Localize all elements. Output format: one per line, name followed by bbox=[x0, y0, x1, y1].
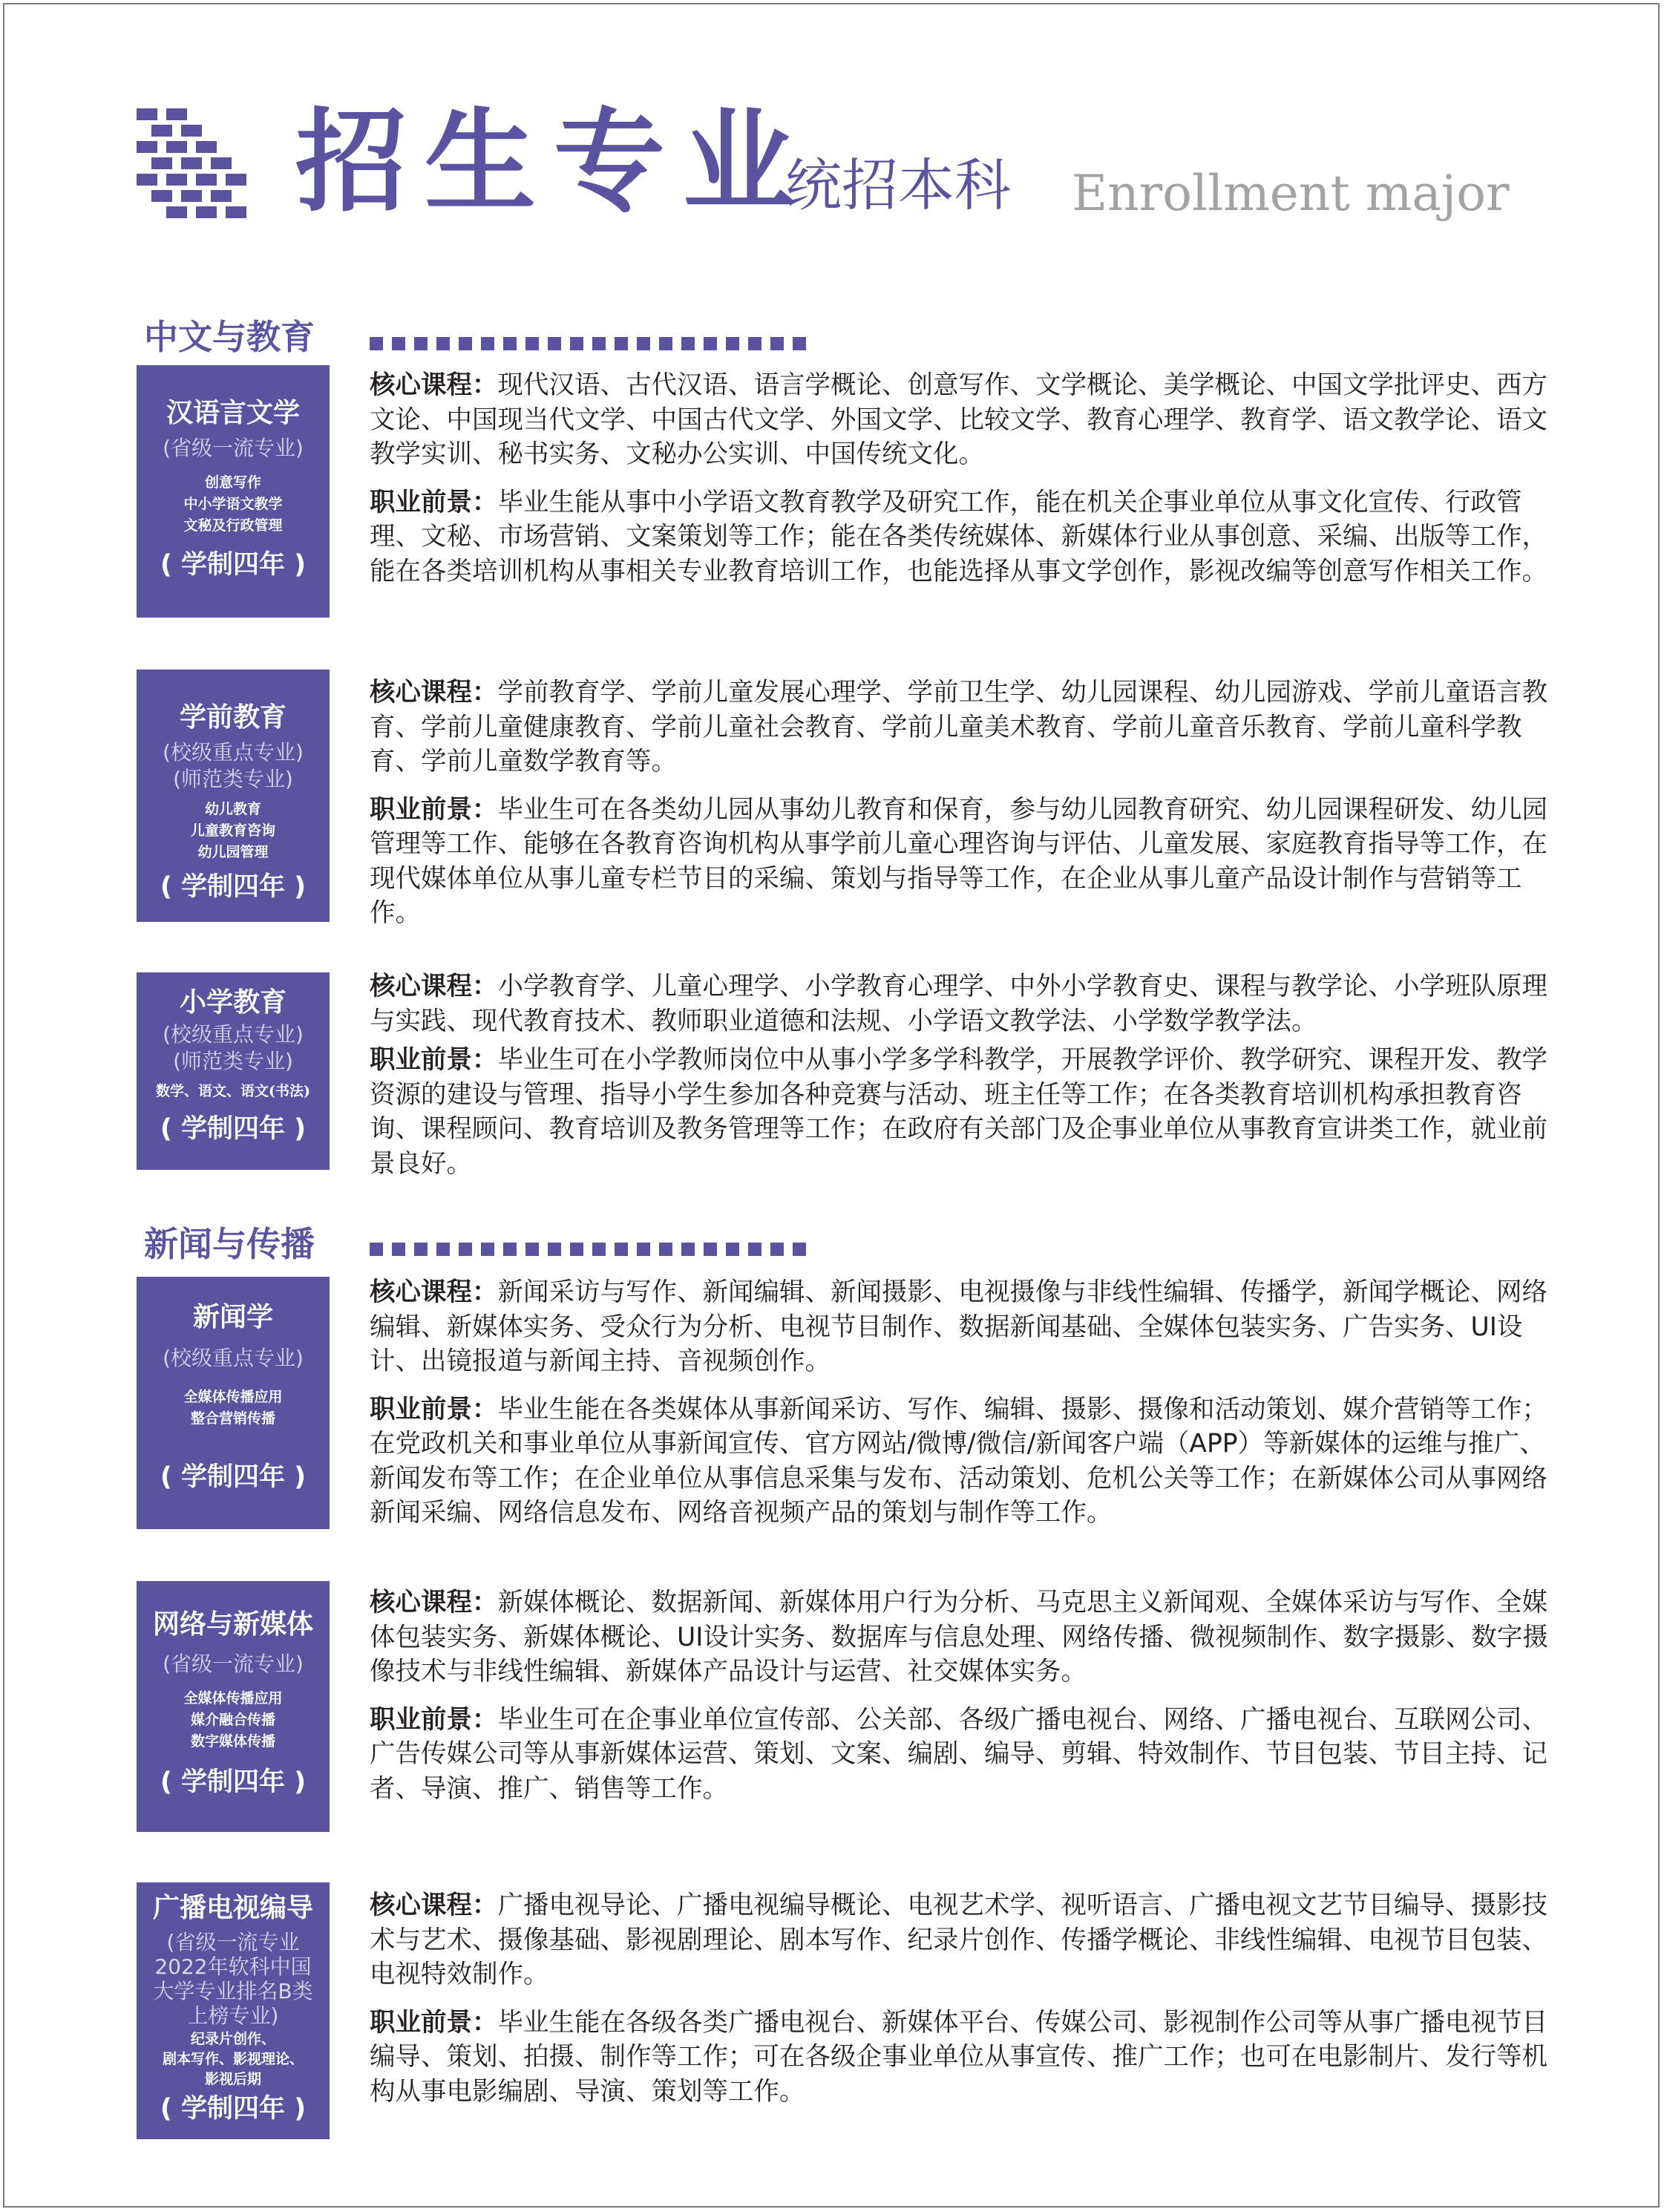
major-duration: ( 学制四年 ) bbox=[160, 550, 307, 580]
major-duration: ( 学制四年 ) bbox=[160, 1114, 307, 1144]
major-level: (省级一流专业) bbox=[163, 436, 304, 460]
category-title: 新闻与传播 bbox=[144, 1224, 315, 1264]
major-level: (校级重点专业) bbox=[163, 1346, 304, 1370]
major-directions: 数学、语文、语文(书法) bbox=[156, 1083, 310, 1099]
major-name: 新闻学 bbox=[192, 1302, 273, 1332]
major-details bbox=[370, 1586, 1550, 1806]
core-courses: 核心课程：小学教育学、儿童心理学、小学教育心理学、中外小学教育史、课程与教学论、小学班队原理与实践、现代教育技术、教师职业道德和法规、小学语文教学法、小学数学教学法。 bbox=[370, 972, 1547, 1036]
career-prospects: 职业前景：毕业生能从事中小学语文教育教学及研究工作，能在机关企事业单位从事文化宣传、行政管理、文秘、市场营销、文案策划等工作；能在各类传统媒体、新媒体行业从事创意、采编、出版等工作，能在各类培训机构从事相关专业教育培训工作，也能选择从事文学创作，影视改编等创意写作相关工作。 bbox=[370, 487, 1547, 586]
core-courses: 核心课程：现代汉语、古代汉语、语言学概论、创意写作、文学概论、美学概论、中国文学批评史、西方文论、中国现当代文学、中国古代文学、外国文学、比较文学、教育心理学、教育学、语文教学论、语文教学实训、秘书实务、文秘办公实训、中国传统文化。 bbox=[370, 370, 1547, 469]
major-details bbox=[370, 969, 1550, 1181]
major-duration: ( 学制四年 ) bbox=[160, 872, 307, 902]
category-title: 中文与教育 bbox=[144, 317, 315, 357]
major-level: (师范类专业) bbox=[173, 1049, 293, 1073]
major-duration: ( 学制四年 ) bbox=[160, 2094, 307, 2124]
page-english-title: Enrollment major bbox=[1072, 165, 1510, 222]
page-subtitle: 统招本科 bbox=[785, 152, 1011, 218]
page bbox=[3, 3, 1660, 2208]
core-courses: 核心课程：学前教育学、学前儿童发展心理学、学前卫生学、幼儿园课程、幼儿园游戏、学前儿童语言教育、学前儿童健康教育、学前儿童社会教育、学前儿童美术教育、学前儿童音乐教育、学前儿童科学教育、学前儿童数学教育等。 bbox=[370, 678, 1547, 776]
major-name: 汉语言文学 bbox=[166, 398, 300, 428]
core-courses: 核心课程：广播电视导论、广播电视编导概论、电视艺术学、视听语言、广播电视文艺节目编导、摄影技术与艺术、摄像基础、影视剧理论、剧本写作、纪录片创作、传播学概论、非线性编辑、电视节目包装、电视特效制作。 bbox=[370, 1891, 1547, 1989]
major-directions: 纪录片创作、 剧本写作、影视理论、 影视后期 bbox=[162, 2031, 304, 2087]
major-card bbox=[137, 972, 330, 1170]
core-courses: 核心课程：新媒体概论、数据新闻、新媒体用户行为分析、马克思主义新闻观、全媒体采访与写作、全媒体包装实务、新媒体概论、UI设计实务、数据库与信息处理、网络传播、微视频制作、数字摄影、数字摄像技术与非线性编辑、新媒体产品设计与运营、社交媒体实务。 bbox=[370, 1588, 1548, 1686]
major-level: (师范类专业) bbox=[173, 767, 293, 791]
core-courses: 核心课程：新闻采访与写作、新闻编辑、新闻摄影、电视摄像与非线性编辑、传播学，新闻学概论、网络编辑、新媒体实务、受众行为分析、电视节目制作、数据新闻基础、全媒体包装实务、广告实务、UI设计、出镜报道与新闻主持、音视频创作。 bbox=[370, 1277, 1547, 1376]
major-card bbox=[137, 670, 330, 922]
dotted-divider bbox=[370, 1243, 808, 1256]
career-prospects: 职业前景：毕业生可在小学教师岗位中从事小学多学科教学，开展教学评价、教学研究、课程开发、教学资源的建设与管理、指导小学生参加各种竞赛与活动、班主任等工作；在各类教育培训机构承担教育咨询、课程顾问、教育培训及教务管理等工作；在政府有关部门及企事业单位从事教育宣讲类工作，就业前景良好。 bbox=[370, 1045, 1547, 1179]
career-prospects: 职业前景：毕业生可在企事业单位宣传部、公关部、各级广播电视台、网络、广播电视台、互联网公司、广告传媒公司等从事新媒体运营、策划、文案、编剧、编导、剪辑、特效制作、节目包装、节目主持、记者、导演、推广、销售等工作。 bbox=[370, 1704, 1547, 1804]
major-card bbox=[137, 1277, 330, 1529]
stripe-logo-icon bbox=[137, 108, 248, 220]
major-level: 上榜专业) bbox=[187, 2003, 279, 2028]
major-card bbox=[137, 365, 330, 618]
major-details bbox=[370, 368, 1550, 589]
dotted-divider bbox=[370, 337, 808, 350]
career-prospects: 职业前景：毕业生能在各级各类广播电视台、新媒体平台、传媒公司、影视制作公司等从事广播电视节目编导、策划、拍摄、制作等工作；可在各级企事业单位从事宣传、推广工作；也可在电影制片、发行等机构从事电影编剧、导演、策划等工作。 bbox=[370, 2007, 1547, 2107]
major-name: 网络与新媒体 bbox=[152, 1609, 313, 1640]
major-directions: 全媒体传播应用 媒介融合传播 数字媒体传播 bbox=[183, 1690, 283, 1750]
major-details bbox=[370, 1275, 1550, 1531]
page-title: 招生专业 bbox=[295, 98, 813, 227]
major-directions: 创意写作 中小学语文教学 文秘及行政管理 bbox=[183, 474, 283, 534]
major-level: (校级重点专业) bbox=[163, 740, 304, 765]
major-details bbox=[370, 675, 1550, 931]
career-prospects: 职业前景：毕业生能在各类媒体从事新闻采访、写作、编辑、摄影、摄像和活动策划、媒介营销等工作；在党政机关和事业单位从事新闻宣传、官方网站/微博/微信/新闻客户端（APP）等新媒体的运维与推广、新闻发布等工作；在企业单位从事信息采集与发布、活动策划、危机公关等工作；在新媒体公司从事网络新闻采编、网络信息发布、网络音视频产品的策划与制作等工作。 bbox=[370, 1394, 1547, 1528]
major-level: 大学专业排名B类 bbox=[153, 1979, 313, 2003]
major-name: 学前教育 bbox=[179, 702, 286, 733]
major-details bbox=[370, 1888, 1550, 2109]
major-level: (校级重点专业) bbox=[163, 1022, 304, 1047]
major-level: 2022年软科中国 bbox=[154, 1954, 312, 1979]
major-level: (省级一流专业 bbox=[166, 1930, 300, 1954]
career-prospects: 职业前景：毕业生可在各类幼儿园从事幼儿教育和保育，参与幼儿园教育研究、幼儿园课程研发、幼儿园管理等工作、能够在各教育咨询机构从事学前儿童心理咨询与评估、儿童发展、家庭教育指导等工作，在现代媒体单位从事儿童专栏节目的采编、策划与指导等工作，在企业从事儿童产品设计制作与营销等工作。 bbox=[370, 794, 1547, 928]
major-directions: 幼儿教育 儿童教育咨询 幼儿园管理 bbox=[190, 801, 275, 860]
major-name: 广播电视编导 bbox=[152, 1893, 313, 1923]
major-name: 小学教育 bbox=[179, 987, 286, 1018]
major-level: (省级一流专业) bbox=[163, 1652, 304, 1676]
major-card bbox=[137, 1581, 330, 1832]
major-card bbox=[137, 1882, 330, 2139]
major-directions: 全媒体传播应用 整合营销传播 bbox=[183, 1389, 283, 1427]
major-duration: ( 学制四年 ) bbox=[160, 1462, 307, 1492]
major-duration: ( 学制四年 ) bbox=[160, 1767, 307, 1797]
